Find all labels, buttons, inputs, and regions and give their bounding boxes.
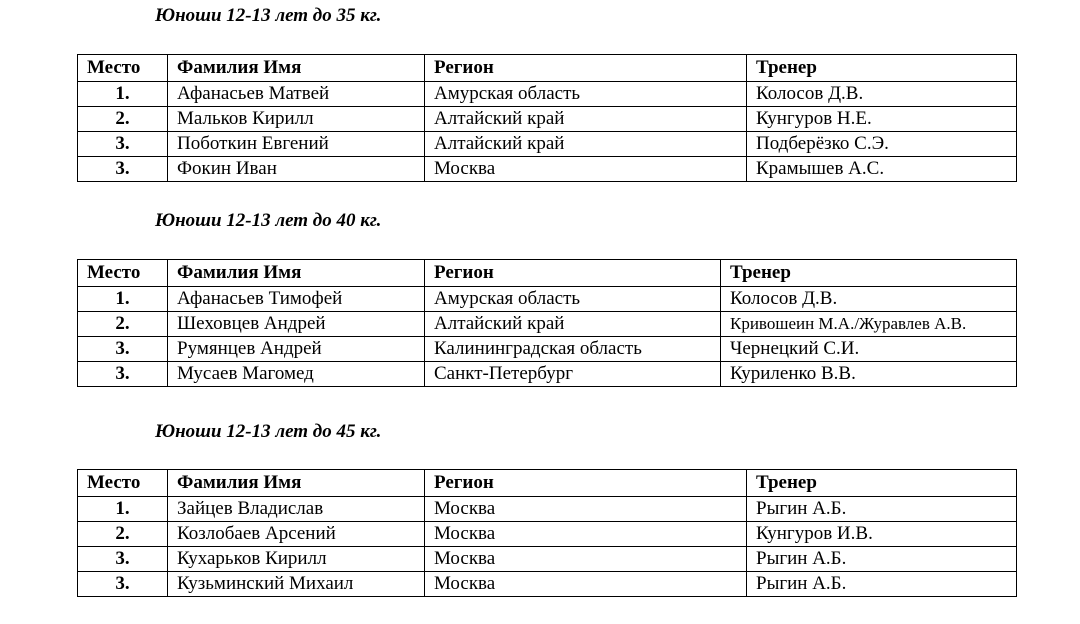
place-cell: 1. [78, 497, 168, 522]
region-cell: Алтайский край [425, 107, 747, 132]
table-row [78, 362, 1017, 387]
name-cell: Кузьминский Михаил [168, 572, 425, 597]
header-coach: Тренер [747, 55, 1017, 82]
header-coach: Тренер [721, 260, 1017, 287]
name-cell: Мальков Кирилл [168, 107, 425, 132]
coach-cell: Кунгуров Н.Е. [747, 107, 1017, 132]
place-cell: 2. [78, 107, 168, 132]
name-cell: Мусаев Магомед [168, 362, 425, 387]
table-row [78, 572, 1017, 597]
header-region: Регион [425, 260, 721, 287]
place-cell: 1. [78, 82, 168, 107]
table-row [78, 522, 1017, 547]
name-cell: Фокин Иван [168, 157, 425, 182]
name-cell: Козлобаев Арсений [168, 522, 425, 547]
table-row [78, 107, 1017, 132]
place-cell: 1. [78, 287, 168, 312]
header-name: Фамилия Имя [168, 470, 425, 497]
name-cell: Румянцев Андрей [168, 337, 425, 362]
coach-cell: Подберёзко С.Э. [747, 132, 1017, 157]
coach-cell: Куриленко В.В. [721, 362, 1017, 387]
coach-cell: Колосов Д.В. [747, 82, 1017, 107]
region-cell: Москва [425, 157, 747, 182]
coach-cell: Рыгин А.Б. [747, 547, 1017, 572]
name-cell: Шеховцев Андрей [168, 312, 425, 337]
coach-cell: Кривошеин М.А./Журавлев А.В. [721, 312, 1017, 337]
coach-cell: Рыгин А.Б. [747, 497, 1017, 522]
place-cell: 3. [78, 337, 168, 362]
table-header-row [78, 260, 1017, 287]
region-cell: Москва [425, 547, 747, 572]
name-cell: Зайцев Владислав [168, 497, 425, 522]
table-row [78, 547, 1017, 572]
header-name: Фамилия Имя [168, 55, 425, 82]
header-place: Место [78, 55, 168, 82]
place-cell: 2. [78, 522, 168, 547]
header-region: Регион [425, 55, 747, 82]
table-row [78, 157, 1017, 182]
name-cell: Поботкин Евгений [168, 132, 425, 157]
region-cell: Москва [425, 522, 747, 547]
table-row [78, 132, 1017, 157]
region-cell: Амурская область [425, 287, 721, 312]
section-title: Юноши 12-13 лет до 40 кг. [155, 210, 382, 231]
table-row [78, 82, 1017, 107]
place-cell: 3. [78, 362, 168, 387]
table-row [78, 497, 1017, 522]
results-table [77, 469, 1017, 597]
place-cell: 3. [78, 547, 168, 572]
region-cell: Амурская область [425, 82, 747, 107]
name-cell: Афанасьев Тимофей [168, 287, 425, 312]
results-table [77, 259, 1017, 387]
table-row [78, 287, 1017, 312]
header-coach: Тренер [747, 470, 1017, 497]
section-title: Юноши 12-13 лет до 35 кг. [155, 5, 382, 26]
header-place: Место [78, 260, 168, 287]
table-row [78, 337, 1017, 362]
table-header-row [78, 55, 1017, 82]
region-cell: Москва [425, 572, 747, 597]
table-row [78, 312, 1017, 337]
header-place: Место [78, 470, 168, 497]
place-cell: 3. [78, 132, 168, 157]
region-cell: Алтайский край [425, 132, 747, 157]
results-table [77, 54, 1017, 182]
coach-cell: Чернецкий С.И. [721, 337, 1017, 362]
coach-cell: Крамышев А.С. [747, 157, 1017, 182]
table-header-row [78, 470, 1017, 497]
region-cell: Москва [425, 497, 747, 522]
name-cell: Афанасьев Матвей [168, 82, 425, 107]
header-name: Фамилия Имя [168, 260, 425, 287]
coach-cell: Кунгуров И.В. [747, 522, 1017, 547]
region-cell: Калининградская область [425, 337, 721, 362]
header-region: Регион [425, 470, 747, 497]
region-cell: Алтайский край [425, 312, 721, 337]
coach-cell: Рыгин А.Б. [747, 572, 1017, 597]
name-cell: Кухарьков Кирилл [168, 547, 425, 572]
place-cell: 3. [78, 572, 168, 597]
section-title: Юноши 12-13 лет до 45 кг. [155, 421, 382, 442]
place-cell: 3. [78, 157, 168, 182]
place-cell: 2. [78, 312, 168, 337]
region-cell: Санкт-Петербург [425, 362, 721, 387]
coach-cell: Колосов Д.В. [721, 287, 1017, 312]
